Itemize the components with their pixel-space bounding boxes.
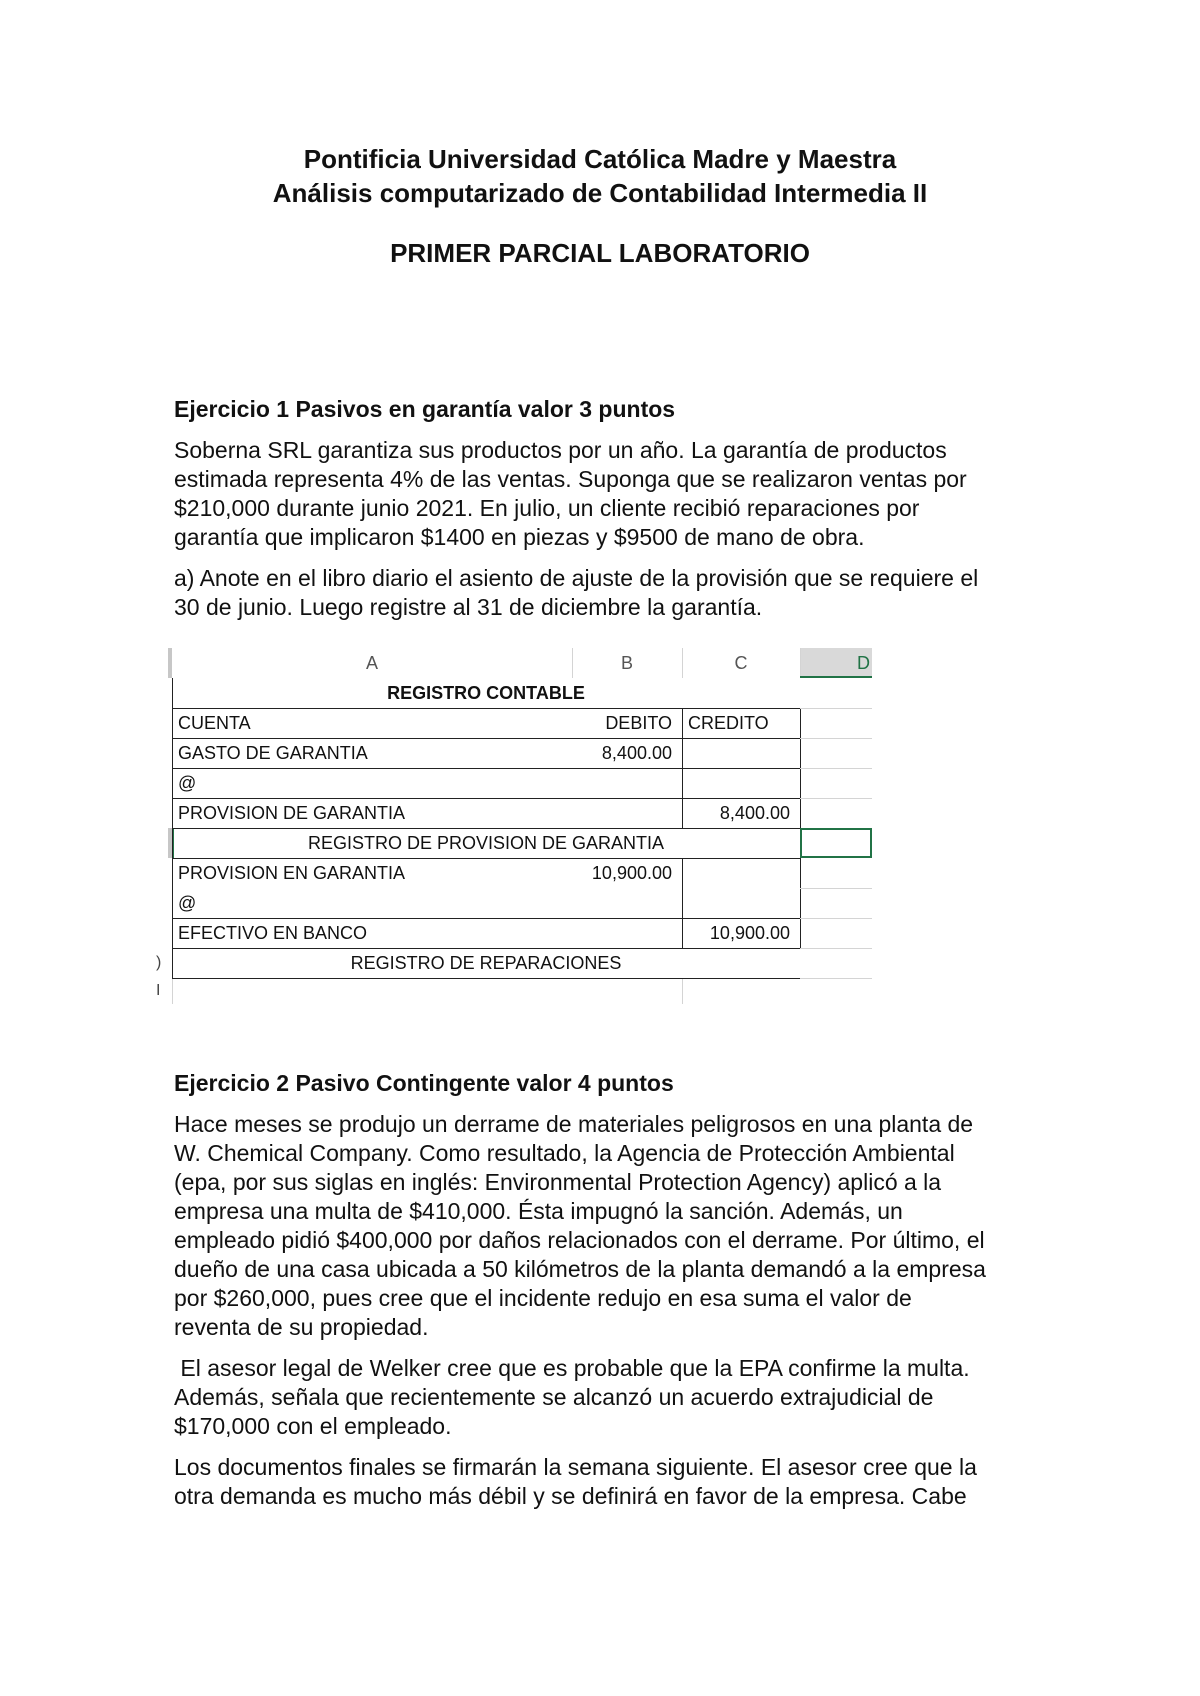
spreadsheet-image [156, 648, 900, 1004]
row-1-debit: 8,400.00 [601, 743, 672, 763]
row-2-account: @ [178, 773, 197, 793]
university-name: Pontificia Universidad Católica Madre y Maestra [303, 144, 897, 174]
row-mark: ) [156, 954, 162, 971]
exercise-2-paragraph-2 [174, 1354, 1054, 1441]
exercise-2-paragraph-3 [174, 1453, 1054, 1511]
row-4-caption: REGISTRO DE PROVISION DE GARANTIA [307, 833, 665, 853]
selected-cell [800, 828, 872, 858]
text-line: por $260,000, pues cree que el incidente redujo en esa suma el valor de [174, 1285, 912, 1311]
text-line: estimada representa 4% de las ventas. Suponga que se realizaron ventas por [174, 466, 967, 492]
exercise-1 [174, 394, 1054, 622]
text-line: otra demanda es mucho más débil y se definirá en favor de la empresa. Cabe [174, 1483, 967, 1509]
exercise-1-question [174, 564, 1054, 622]
column-header-c: C [734, 653, 748, 673]
course-name: Análisis computarizado de Contabilidad Intermedia II [272, 178, 928, 208]
exercise-1-statement [174, 436, 1054, 552]
text-line: W. Chemical Company. Como resultado, la Agencia de Protección Ambiental [174, 1140, 955, 1166]
text-line: Además, señala que recientemente se alcanzó un acuerdo extrajudicial de [174, 1384, 934, 1410]
exercise-2 [174, 1068, 1054, 1511]
row-6-account: @ [178, 893, 197, 913]
text-line: Los documentos finales se firmarán la semana siguiente. El asesor cree que la [174, 1454, 977, 1480]
text-line: garantía que implicaron $1400 en piezas y $9500 de mano de obra. [174, 524, 865, 550]
row-3-account: PROVISION DE GARANTIA [178, 803, 406, 823]
text-line: a) Anote en el libro diario el asiento de ajuste de la provisión que se requiere el [174, 565, 979, 591]
exam-title: PRIMER PARCIAL LABORATORIO [390, 238, 810, 268]
exercise-1-title: Ejercicio 1 Pasivos en garantía valor 3 puntos [174, 396, 676, 422]
text-line: dueño de una casa ubicada a 50 kilómetros de la planta demandó a la empresa [174, 1256, 986, 1282]
row-5-account: PROVISION EN GARANTIA [178, 863, 406, 883]
row-1-account: GASTO DE GARANTIA [178, 743, 368, 763]
column-header-a: A [365, 653, 378, 673]
text-line: Hace meses se produjo un derrame de materiales peligrosos en una planta de [174, 1111, 974, 1137]
head-credito: CREDITO [688, 713, 769, 733]
column-header-b: B [620, 653, 633, 673]
column-header-d: D [800, 648, 872, 678]
text-line: $170,000 con el empleado. [174, 1413, 452, 1439]
exercise-2-title: Ejercicio 2 Pasivo Contingente valor 4 puntos [174, 1070, 674, 1096]
exercise-2-paragraph-1 [174, 1110, 1054, 1342]
row-5-debit: 10,900.00 [591, 863, 672, 883]
text-line: empleado pidió $400,000 por daños relacionados con el derrame. Por último, el [174, 1227, 985, 1253]
document-header [0, 142, 1200, 269]
text-line: $210,000 durante junio 2021. En julio, un cliente recibió reparaciones por [174, 495, 920, 521]
row-mark: I [156, 982, 161, 999]
text-line: 30 de junio. Luego registre al 31 de diciembre la garantía. [174, 594, 763, 620]
text-line: empresa una multa de $410,000. Ésta impugnó la sanción. Además, un [174, 1198, 903, 1224]
row-3-credit: 8,400.00 [719, 803, 790, 823]
text-line: (epa, por sus siglas en inglés: Environmental Protection Agency) aplicó a la [174, 1169, 942, 1195]
text-line: Soberna SRL garantiza sus productos por un año. La garantía de productos [174, 437, 947, 463]
row-7-account: EFECTIVO EN BANCO [178, 923, 368, 943]
row-7-credit: 10,900.00 [709, 923, 790, 943]
text-line: El asesor legal de Welker cree que es probable que la EPA confirme la multa. [174, 1355, 970, 1381]
sheet-title: REGISTRO CONTABLE [387, 683, 585, 703]
row-8-caption: REGISTRO DE REPARACIONES [350, 953, 622, 973]
text-line: reventa de su propiedad. [174, 1314, 429, 1340]
head-cuenta: CUENTA [178, 713, 251, 733]
head-debito: DEBITO [605, 713, 672, 733]
